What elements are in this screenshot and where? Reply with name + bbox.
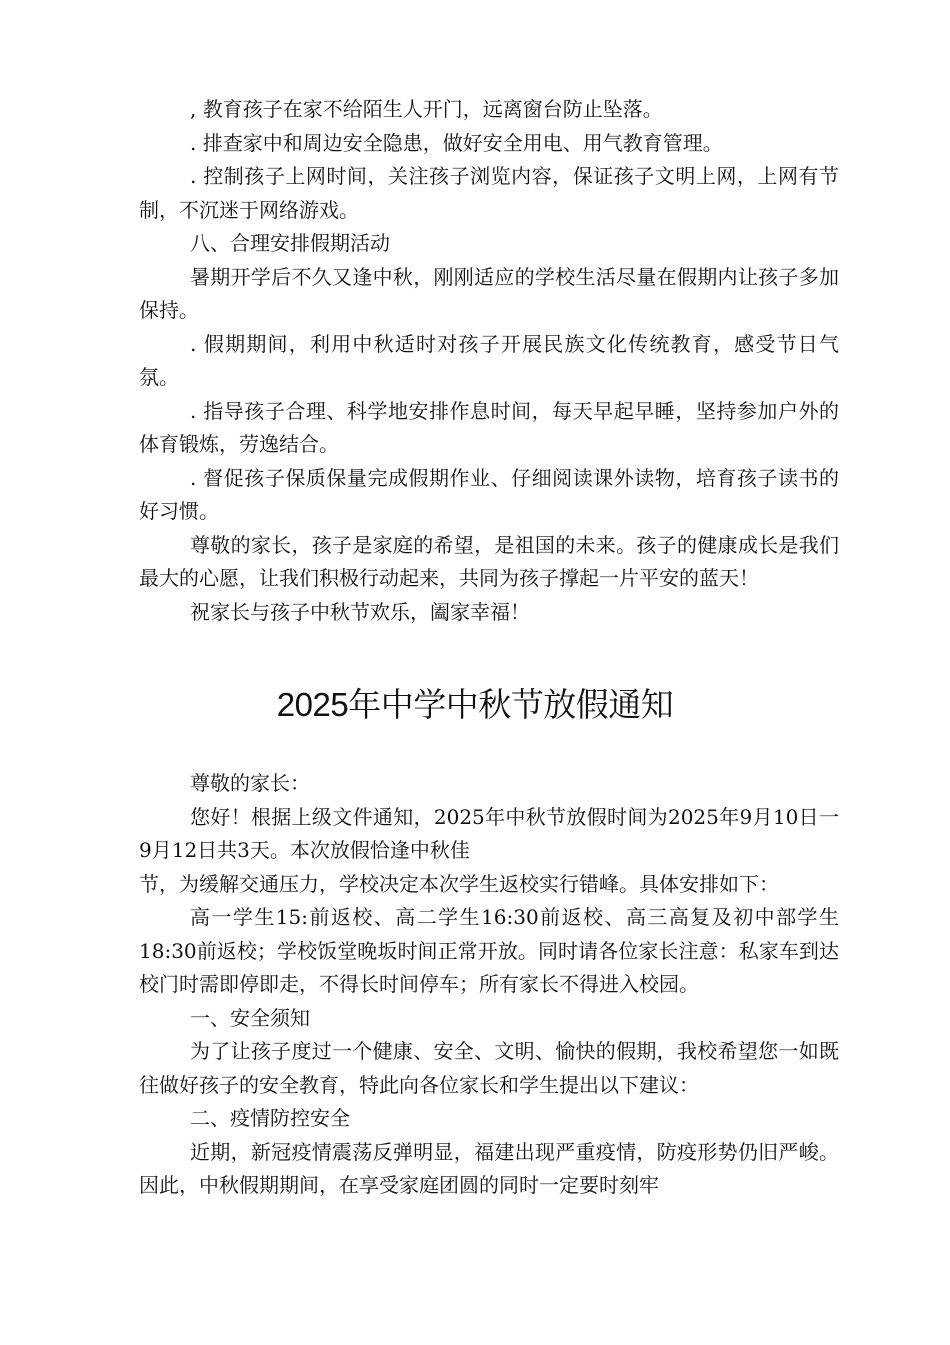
intro-line-2: 节，为缓解交通压力，学校决定本次学生返校实行错峰。具体安排如下： (139, 871, 779, 896)
section-heading: 一、安全须知 (190, 1005, 310, 1030)
paragraph: 尊敬的家长，孩子是家庭的希望，是祖国的未来。孩子的健康成长是我们最大的心愿，让我们积极行动起来，共同为孩子撑起一片平安的蓝天！ (139, 532, 839, 590)
paragraph: 暑期开学后不久又逢中秋，刚刚适应的学校生活尽量在假期内让孩子多加保持。 (139, 264, 839, 322)
schedule-paragraph: 高一学生15:前返校、高二学生16:30前返校、高三高复及初中部学生18:30前返校；学校饭堂晚坂时间正常开放。同时请各位家长注意：私家车到达校门时需即停即走，不得长时间停车；所有家长不得进入校园。 (139, 905, 839, 996)
paragraph: . 排查家中和周边安全隐患，做好安全用电、用气教育管理。 (190, 130, 723, 155)
paragraph: 近期，新冠疫情震荡反弹明显，福建出现严重疫情，防疫形势仍旧严峻。因此，中秋假期期间，在享受家庭团圆的同时一定要时刻牢 (139, 1139, 839, 1197)
notice-body (139, 767, 839, 1203)
greeting: 尊敬的家长： (190, 771, 310, 795)
intro-line-1: 您好！根据上级文件通知，2025年中秋节放假时间为2025年9月10日一9月12日共3天。本次放假恰逢中秋佳 (139, 804, 839, 862)
paragraph: 为了让孩子度过一个健康、安全、文明、愉快的假期，我校希望您一如既往做好孩子的安全教育，特此向各位家长和学生提出以下建议： (139, 1039, 839, 1097)
top-section (139, 93, 839, 629)
paragraph: . 指导孩子合理、科学地安排作息时间，每天早起早睡，坚持参加户外的体育锻炼，劳逸结合。 (139, 398, 839, 456)
paragraph: . 控制孩子上网时间，关注孩子浏览内容，保证孩子文明上网，上网有节制，不沉迷于网络游戏。 (139, 164, 839, 222)
section-heading: 八、合理安排假期活动 (190, 231, 390, 255)
closing-wish: 祝家长与孩子中秋节欢乐，阖家幸福！ (190, 599, 530, 624)
paragraph: . 督促孩子保质保量完成假期作业、仔细阅读课外读物，培育孩子读书的好习惯。 (139, 465, 839, 523)
section-heading: 二、疫情防控安全 (190, 1106, 350, 1130)
notice-title: 2025年中学中秋节放假通知 (276, 686, 674, 723)
paragraph: , 教育孩子在家不给陌生人开门，远离窗台防止坠落。 (190, 97, 663, 121)
intro-paragraph (139, 801, 839, 902)
paragraph: . 假期期间，利用中秋适时对孩子开展民族文化传统教育，感受节日气氛。 (139, 331, 839, 389)
